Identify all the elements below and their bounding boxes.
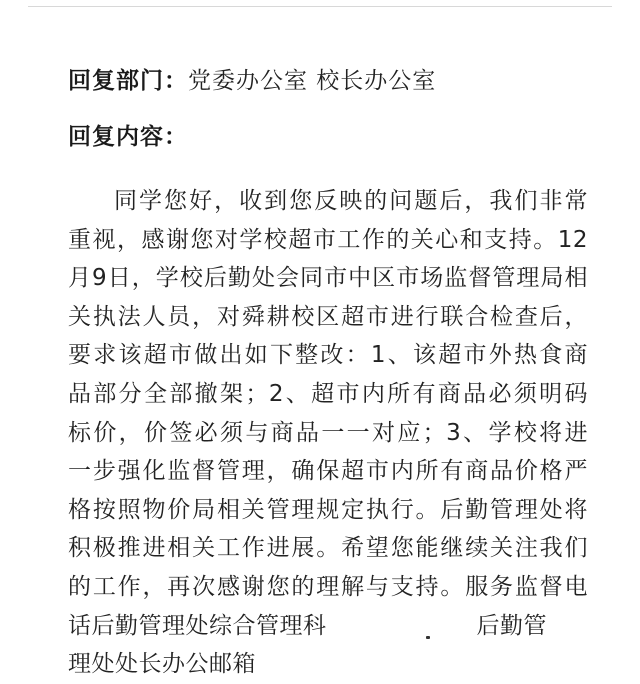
reply-department-label: 回复部门： <box>68 68 188 94</box>
phone-line-prefix: 话后勤管理处综合管理科 <box>68 612 327 639</box>
body-line: 格按照物价局相关管理规定执行。后勤管理处将 <box>68 496 588 523</box>
reply-content-label: 回复内容： <box>68 124 188 150</box>
phone-line-suffix: 后勤管 <box>476 612 547 639</box>
redacted-email-address <box>256 655 406 675</box>
reply-content-row <box>68 122 188 152</box>
body-line: 重视，感谢您对学校超市工作的关心和支持。12 <box>68 226 588 253</box>
body-line-phone <box>68 607 588 646</box>
body-line: 的工作，再次感谢您的理解与支持。服务监督电 <box>68 573 588 600</box>
body-line: 标价，价签必须与商品一一对应；3、学校将进 <box>68 419 588 446</box>
body-line: 月9日，学校后勤处会同市中区市场监督管理局相 <box>68 265 588 292</box>
body-line: 积极推进相关工作进展。希望您能继续关注我们 <box>68 535 588 562</box>
reply-department-value: 党委办公室 校长办公室 <box>188 68 437 94</box>
redacted-phone-number <box>327 616 477 636</box>
reply-department-row <box>68 66 436 96</box>
body-line: 品部分全部撤架；2、超市内所有商品必须明码 <box>68 380 588 407</box>
email-line-label: 理处处长办公邮箱 <box>68 651 256 678</box>
body-line: 关执法人员，对舜耕校区超市进行联合检查后， <box>68 303 588 330</box>
body-line-email <box>68 645 588 684</box>
body-line: 要求该超市做出如下整改：1、该超市外热食商 <box>68 342 588 369</box>
body-line: 同学您好，收到您反映的问题后，我们非常 <box>114 188 588 214</box>
stray-dot-mark <box>426 636 430 639</box>
body-line: 一步强化监督管理，确保超市内所有商品价格严 <box>68 458 588 485</box>
reply-body <box>68 182 588 684</box>
top-divider <box>28 6 612 7</box>
